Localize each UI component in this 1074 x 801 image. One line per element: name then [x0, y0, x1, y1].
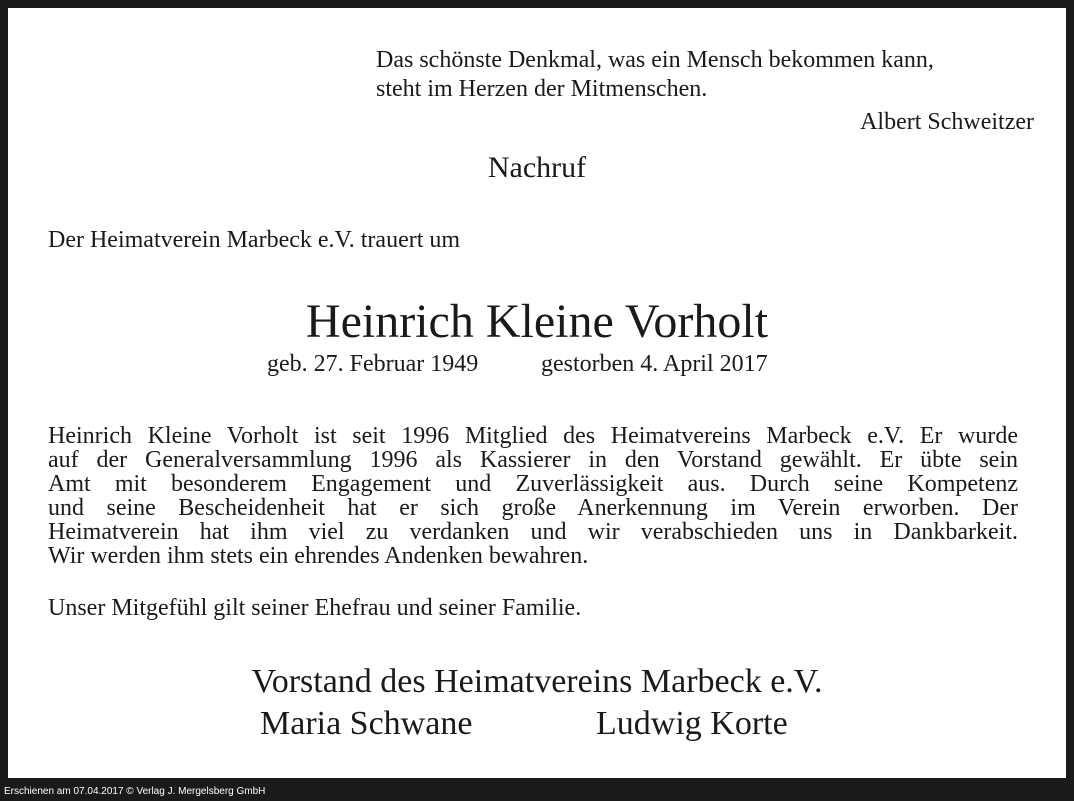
quote-author: Albert Schweitzer [860, 109, 1034, 135]
tribute-line: Amt mit besonderem Engagement und Zuverlässigkeit aus. Durch seine Kompetenz [48, 471, 1018, 497]
birth-date: geb. 27. Februar 1949 [267, 351, 479, 377]
intro-text: Der Heimatverein Marbeck e.V. trauert um [48, 227, 461, 253]
tribute-line: Heimatverein hat ihm viel zu verdanken und wir verabschieden uns in Dankbarkeit. [48, 519, 1018, 545]
tribute-line: Heinrich Kleine Vorholt ist seit 1996 Mitglied des Heimatvereins Marbeck e.V. Er wurde [48, 423, 1018, 449]
sympathy-text: Unser Mitgefühl gilt seiner Ehefrau und seiner Familie. [48, 595, 582, 621]
publication-footer: Erschienen am 07.04.2017 © Verlag J. Mergelsberg GmbH [4, 786, 266, 797]
deceased-name: Heinrich Kleine Vorholt [305, 295, 769, 348]
tribute-line: und seine Bescheidenheit hat er sich große Anerkennung im Verein erworben. Der [48, 495, 1018, 521]
life-dates [267, 350, 768, 379]
tribute-line: Wir werden ihm stets ein ehrendes Andenken bewahren. [48, 543, 589, 569]
signatory-name: Maria Schwane [260, 705, 473, 742]
notice-heading: Nachruf [487, 151, 587, 184]
tribute-line: auf der Generalversammlung 1996 als Kassierer in den Vorstand gewählt. Er übte sein [48, 447, 1018, 473]
board-title: Vorstand des Heimatvereins Marbeck e.V. [251, 663, 823, 700]
quote-line: steht im Herzen der Mitmenschen. [376, 76, 708, 102]
quote-line: Das schönste Denkmal, was ein Mensch bekommen kann, [376, 47, 934, 73]
epigraph-quote [376, 46, 1026, 104]
death-date: gestorben 4. April 2017 [541, 351, 768, 377]
signatory-name: Ludwig Korte [596, 705, 788, 742]
tribute-paragraph [48, 424, 1018, 568]
